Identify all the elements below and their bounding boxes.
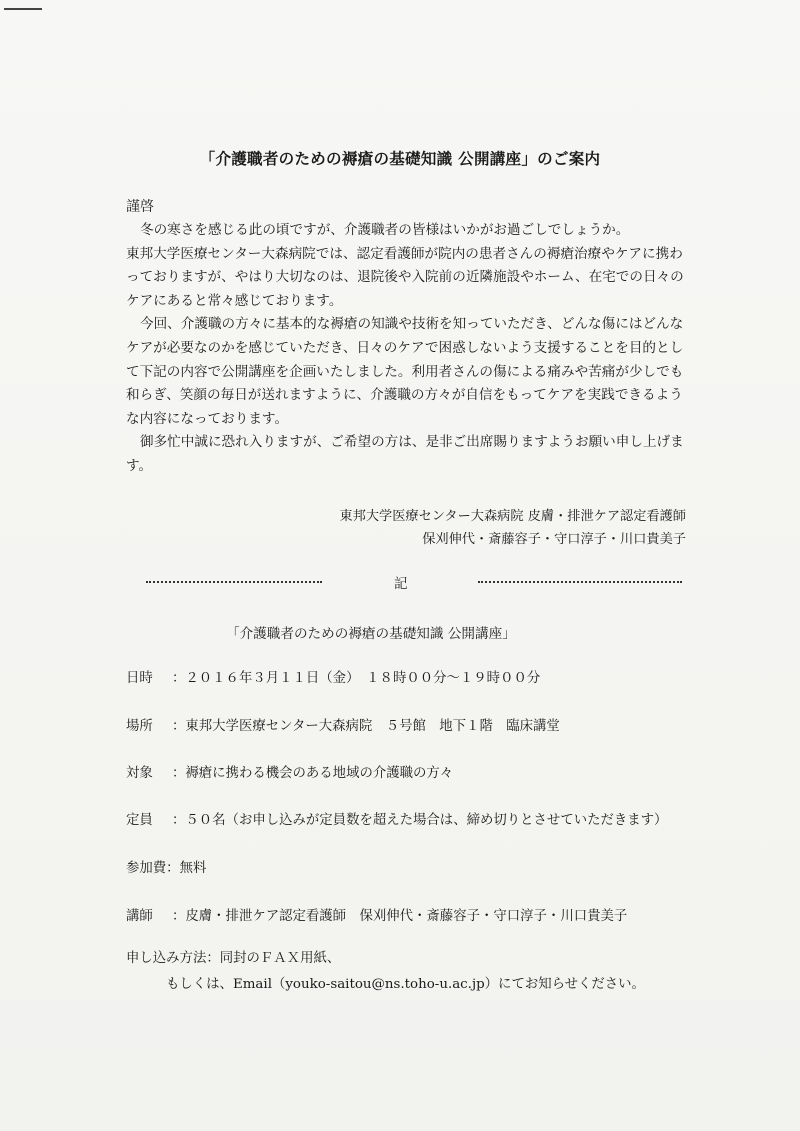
detail-capacity <box>126 809 667 828</box>
detail-label: 参加費 <box>126 861 167 876</box>
ki-separator <box>146 572 682 592</box>
detail-sep: ： <box>172 719 186 734</box>
detail-fee <box>126 857 206 876</box>
application-method <box>126 946 645 998</box>
detail-value: 皮膚・排泄ケア認定看護師 保刈伸代・斎藤容子・守口淳子・川口貴美子 <box>185 909 628 924</box>
detail-label: 対象 <box>126 766 153 781</box>
detail-sep: ： <box>166 861 180 876</box>
event-title: 「介護職者のための褥瘡の基礎知識 公開講座」 <box>226 626 516 642</box>
letter-body <box>126 219 692 479</box>
paragraph-4: 御多忙中誠に恐れ入りますが、ご希望の方は、是非ご出席賜りますようお願い申し上げます。 <box>126 434 684 474</box>
dotted-line-right <box>478 581 682 583</box>
detail-datetime <box>126 667 540 686</box>
dotted-line-left <box>146 581 322 583</box>
detail-value: 東邦大学医療センター大森病院 ５号館 地下１階 臨床講堂 <box>185 719 560 734</box>
document-title: 「介護職者のための褥瘡の基礎知識 公開講座」のご案内 <box>199 149 601 168</box>
detail-sep: ： <box>172 909 186 924</box>
greeting: 謹啓 <box>126 199 154 215</box>
detail-label: 講師 <box>126 909 153 924</box>
detail-sep: ： <box>172 671 186 686</box>
detail-place <box>126 715 560 734</box>
detail-value: 無料 <box>179 861 207 876</box>
sender-names: 保刈伸代・斎藤容子・守口淳子・川口貴美子 <box>422 532 686 547</box>
detail-sep: ： <box>172 813 186 828</box>
detail-target <box>126 762 453 781</box>
ki-mark: 記 <box>394 576 408 592</box>
apply-line-2: もしくは、Email（youko-saitou@ns.toho-u.ac.jp）にてお知らせください。 <box>166 977 645 992</box>
detail-label: 日時 <box>126 671 153 686</box>
detail-sep: ： <box>172 766 186 781</box>
apply-line-1: 申し込み方法：同封のＦＡＸ用紙、 <box>126 951 341 966</box>
detail-lecturer <box>126 905 627 924</box>
sender-affiliation: 東邦大学医療センター大森病院 皮膚・排泄ケア認定看護師 <box>339 509 686 524</box>
paragraph-2: 東邦大学医療センター大森病院では、認定看護師が院内の患者さんの褥瘡治療やケアに携わっておりますが、やはり大切なのは、退院後や入院前の近隣施設やホーム、在宅での日々のケアにあると常々感じております。 <box>126 245 684 309</box>
sender-block <box>339 505 686 551</box>
corner-mark <box>4 8 42 10</box>
detail-value: ２０１６年３月１１日（金） １８時００分～１９時００分 <box>185 671 541 686</box>
detail-label: 定員 <box>126 813 153 828</box>
paragraph-1: 冬の寒さを感じる此の頃ですが、介護職者の皆様はいかがお過ごしでしょうか。 <box>140 222 630 238</box>
detail-value: 褥瘡に携わる機会のある地域の介護職の方々 <box>185 766 454 781</box>
paragraph-3: 今回、介護職の方々に基本的な褥瘡の知識や技術を知っていただき、どんな傷にはどんなケアが必要なのかを感じていただき、日々のケアで困惑しないよう支援することを目的として下記の内容で公開講座を企画いたしました。利用者さんの傷による痛みや苦痛が少しでも和らぎ、笑顔の毎日が送れますように、介護職の方々が自信をもってケアを実践できるような内容になっております。 <box>126 316 684 427</box>
detail-value: ５０名（お申し込みが定員数を超えた場合は、締め切りとさせていただきます） <box>185 813 668 828</box>
detail-label: 場所 <box>126 719 153 734</box>
